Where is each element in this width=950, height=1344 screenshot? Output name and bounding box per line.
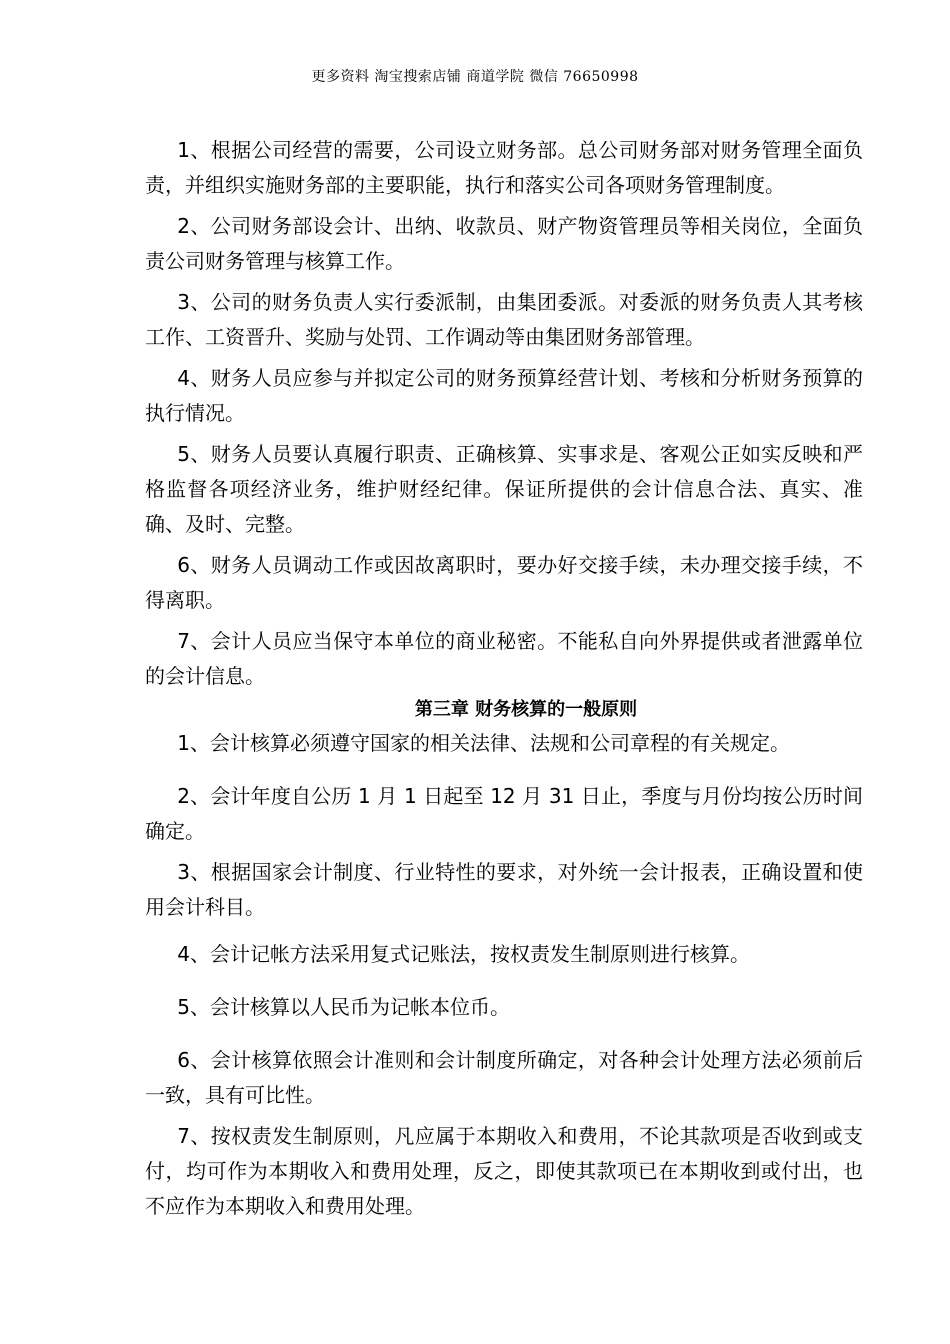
paragraph-1-1 <box>145 133 863 203</box>
paragraph-text: 、公司的财务负责人实行委派制，由集团委派。对委派的财务负责人其考核工作、工资晋升、奖励与处罚、工作调动等由集团财务部管理。 <box>145 290 863 349</box>
paragraph-number: 2 <box>177 214 190 238</box>
paragraph-2-1 <box>145 726 863 761</box>
paragraph-1-7 <box>145 624 863 694</box>
paragraph-text: 、会计核算以人民币为记帐本位币。 <box>190 995 510 1019</box>
paragraph-text: 、会计记帐方法采用复式记账法，按权责发生制原则进行核算。 <box>190 942 750 966</box>
paragraph-1-5 <box>145 437 863 542</box>
paragraph-text: 、会计核算依照会计准则和会计制度所确定，对各种会计处理方法必须前后一致，具有可比性。 <box>145 1048 863 1107</box>
paragraph-1-2 <box>145 209 863 279</box>
paragraph-number: 4 <box>177 942 190 966</box>
paragraph-number: 7 <box>177 1124 190 1148</box>
paragraph-text: 、会计人员应当保守本单位的商业秘密。不能私自向外界提供或者泄露单位的会计信息。 <box>145 629 863 688</box>
document-body <box>145 133 863 1224</box>
paragraph-2-6 <box>145 1043 863 1113</box>
paragraph-1-3 <box>145 285 863 355</box>
paragraph-text: 、财务人员调动工作或因故离职时，要办好交接手续，未办理交接手续，不得离职。 <box>145 553 863 612</box>
paragraph-number: 3 <box>177 860 190 884</box>
paragraph-number: 2 <box>177 784 190 808</box>
paragraph-2-3 <box>145 855 863 925</box>
paragraph-text: 、公司财务部设会计、出纳、收款员、财产物资管理员等相关岗位，全面负责公司财务管理与核算工作。 <box>145 214 863 273</box>
paragraph-2-2 <box>145 779 863 849</box>
paragraph-number: 7 <box>177 629 190 653</box>
paragraph-number: 5 <box>177 442 190 466</box>
paragraph-number: 6 <box>177 1048 190 1072</box>
paragraph-text: 、财务人员要认真履行职责、正确核算、实事求是、客观公正如实反映和严格监督各项经济业务，维护财经纪律。保证所提供的会计信息合法、真实、准确、及时、完整。 <box>145 442 863 536</box>
paragraph-text: 、会计年度自公历 1 月 1 日起至 12 月 31 日止，季度与月份均按公历时间确定。 <box>145 784 863 843</box>
paragraph-text: 、财务人员应参与并拟定公司的财务预算经营计划、考核和分析财务预算的执行情况。 <box>145 366 863 425</box>
paragraph-number: 5 <box>177 995 190 1019</box>
paragraph-text: 、按权责发生制原则，凡应属于本期收入和费用，不论其款项是否收到或支付，均可作为本期收入和费用处理，反之，即使其款项已在本期收到或付出，也不应作为本期收入和费用处理。 <box>145 1124 863 1218</box>
chapter-title: 第三章 财务核算的一般原则 <box>414 699 638 720</box>
paragraph-1-4 <box>145 361 863 431</box>
paragraph-number: 1 <box>177 138 190 162</box>
page-header: 更多资料 淘宝搜索店铺 商道学院 微信 76650998 <box>311 69 639 85</box>
paragraph-text: 、会计核算必须遵守国家的相关法律、法规和公司章程的有关规定。 <box>190 731 790 755</box>
paragraph-2-5 <box>145 990 863 1025</box>
paragraph-number: 1 <box>177 731 190 755</box>
paragraph-2-4 <box>145 937 863 972</box>
paragraph-number: 3 <box>177 290 190 314</box>
paragraph-2-7 <box>145 1119 863 1224</box>
paragraph-text: 、根据国家会计制度、行业特性的要求，对外统一会计报表，正确设置和使用会计科目。 <box>145 860 863 919</box>
paragraph-number: 4 <box>177 366 190 390</box>
paragraph-1-6 <box>145 548 863 618</box>
paragraph-text: 、根据公司经营的需要，公司设立财务部。总公司财务部对财务管理全面负责，并组织实施财务部的主要职能，执行和落实公司各项财务管理制度。 <box>145 138 863 197</box>
paragraph-number: 6 <box>177 553 190 577</box>
